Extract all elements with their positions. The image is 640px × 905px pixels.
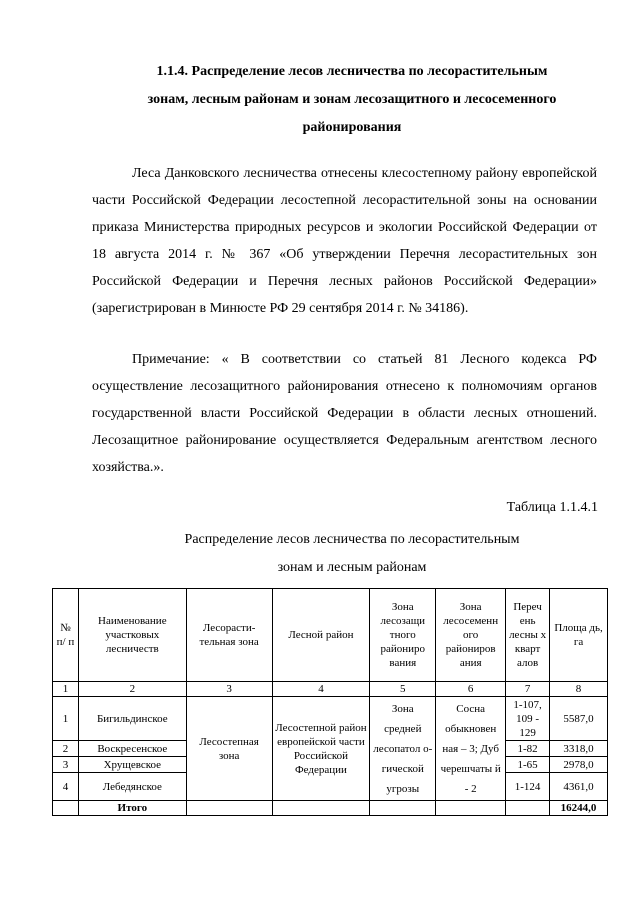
section-title-line3: районирования [302, 120, 402, 135]
col-number: 8 [550, 682, 608, 697]
row-forestry-name: Воскресенское [78, 741, 186, 757]
row-quarters: 1-65 [506, 757, 550, 773]
total-area: 16244,0 [550, 801, 608, 816]
merged-zone: Лесостепная зона [186, 697, 272, 801]
header-protect-zone: Зона лесозащи тного райониро вания [370, 589, 436, 682]
row-num: 2 [53, 741, 79, 757]
row-quarters: 1-124 [506, 773, 550, 801]
merged-seed-zone: Сосна обыкновен ная – 3; Дуб черешчаты й - 2 [436, 697, 506, 801]
header-zone: Лесорасти- тельная зона [186, 589, 272, 682]
section-heading [92, 58, 612, 142]
col-number: 7 [506, 682, 550, 697]
col-number: 1 [53, 682, 79, 697]
header-name: Наименование участковых лесничеств [78, 589, 186, 682]
row-forestry-name: Хрущевское [78, 757, 186, 773]
col-number: 2 [78, 682, 186, 697]
paragraph-forest-classification: Леса Данковского лесничества отнесены клесостепному району европейской части Российской Федерации лесостепной лесорастительной зоны на основании приказа Министерства природных ресурсов и экологии Российской Федерации от 18 августа 2014 г. № 367 «Об утверждении Перечня лесорастительных зон Российской Федерации и Перечня лесных районов Российской Федерации» (зарегистрирован в Минюсте РФ 29 сентября 2014 г. № 34186). [92, 166, 597, 316]
header-quarters: Переч ень лесны х кварт алов [506, 589, 550, 682]
column-number-row [53, 682, 608, 697]
col-number: 6 [436, 682, 506, 697]
paragraph-note: Примечание: « В соответствии со статьей 81 Лесного кодекса РФ осуществление лесозащитного районирования отнесено к полномочиям органов государственной власти Российской Федерации в области лесных отношений. Лесозащитное районирование осуществляется Федеральным агентством лесного хозяйства.». [92, 352, 597, 475]
merged-district: Лесостепной район европейской части Российской Федерации [272, 697, 370, 801]
total-empty-cell [272, 801, 370, 816]
row-area: 2978,0 [550, 757, 608, 773]
header-area: Площа дь, га [550, 589, 608, 682]
table-title-line2: зонам и лесным районам [277, 560, 427, 575]
section-title-line1: 1.1.4. Распределение лесов лесничества по лесорастительным [156, 64, 548, 79]
header-district: Лесной район [272, 589, 370, 682]
row-forestry-name: Лебедянское [78, 773, 186, 801]
row-area: 5587,0 [550, 697, 608, 741]
row-quarters: 1-82 [506, 741, 550, 757]
col-number: 4 [272, 682, 370, 697]
col-number: 5 [370, 682, 436, 697]
total-empty-cell [186, 801, 272, 816]
row-forestry-name: Бигильдинское [78, 697, 186, 741]
merged-protect-zone: Зона средней лесопатол о- гической угрозы [370, 697, 436, 801]
row-area: 3318,0 [550, 741, 608, 757]
header-num: № п/ п [53, 589, 79, 682]
total-row [53, 801, 608, 816]
table-row [53, 697, 608, 741]
section-title-line2: зонам, лесным районам и зонам лесозащитного и лесосеменного [147, 92, 557, 107]
total-empty-cell [53, 801, 79, 816]
row-num: 3 [53, 757, 79, 773]
col-number: 3 [186, 682, 272, 697]
table-header-row [53, 589, 608, 682]
row-num: 1 [53, 697, 79, 741]
total-label: Итого [78, 801, 186, 816]
row-num: 4 [53, 773, 79, 801]
table-title [92, 526, 612, 582]
total-empty-cell [370, 801, 436, 816]
table-title-line1: Распределение лесов лесничества по лесорастительным [184, 532, 520, 547]
distribution-table [52, 588, 608, 816]
table-number: Таблица 1.1.4.1 [506, 500, 598, 515]
total-empty-cell [506, 801, 550, 816]
row-area: 4361,0 [550, 773, 608, 801]
header-seed-zone: Зона лесосеменн ого райониров ания [436, 589, 506, 682]
row-quarters: 1-107, 109 - 129 [506, 697, 550, 741]
total-empty-cell [436, 801, 506, 816]
